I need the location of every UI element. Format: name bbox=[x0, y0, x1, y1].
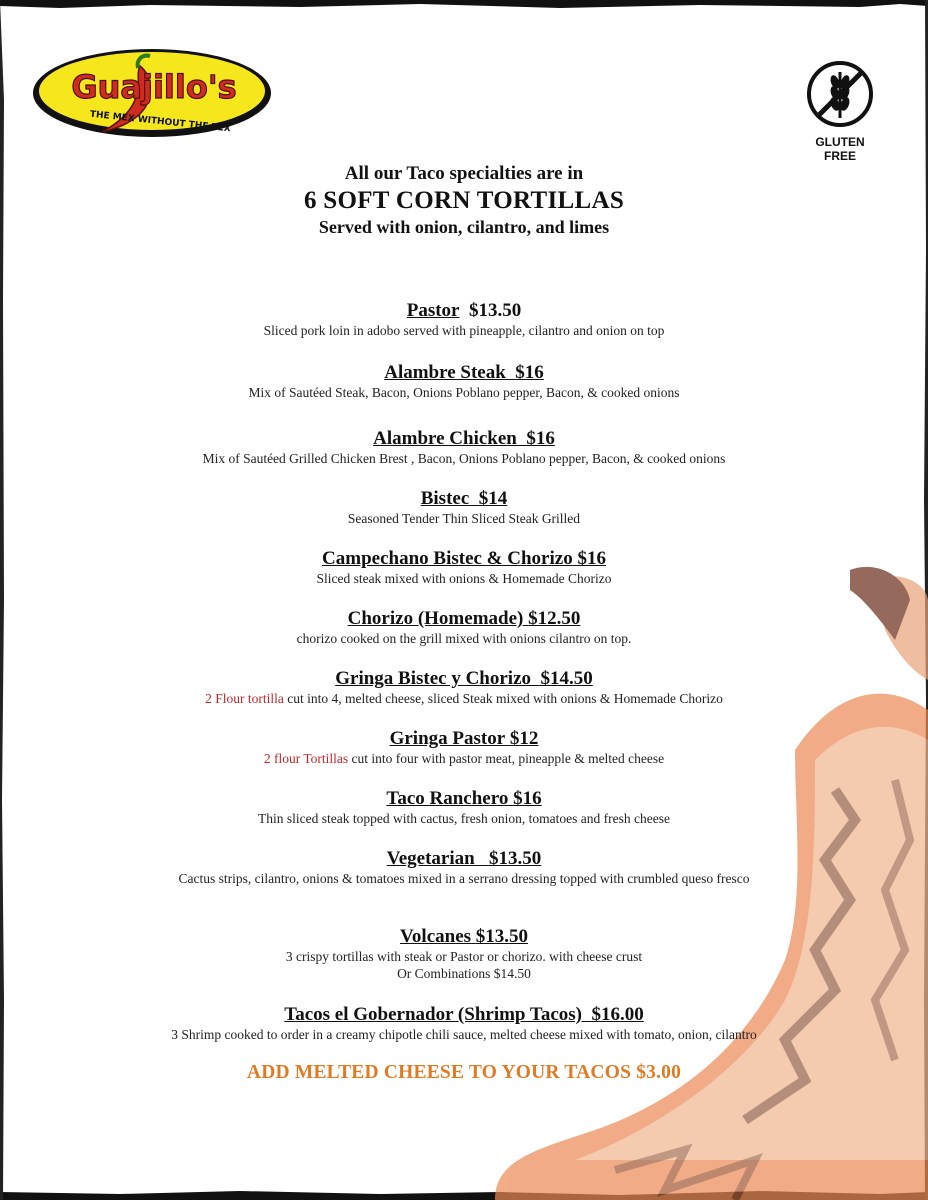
item-name: Alambre Steak $16 bbox=[384, 362, 544, 383]
item-price: $13.50 bbox=[469, 300, 522, 321]
no-wheat-icon bbox=[804, 58, 876, 130]
item-description-highlight: 2 Flour tortilla bbox=[205, 691, 284, 706]
menu-item bbox=[0, 728, 928, 767]
item-description: 2 Flour tortilla cut into 4, melted cheese, sliced Steak mixed with onions & Homemade Chorizo bbox=[205, 691, 723, 706]
item-description: 3 crispy tortillas with steak or Pastor or chorizo. with cheese crust bbox=[285, 949, 643, 964]
item-title bbox=[0, 926, 928, 948]
item-name: Tacos el Gobernador (Shrimp Tacos) $16.00 bbox=[284, 1004, 644, 1025]
menu-item bbox=[0, 548, 928, 587]
item-description: Mix of Sautéed Steak, Bacon, Onions Poblano pepper, Bacon, & cooked onions bbox=[248, 385, 680, 400]
menu-item bbox=[0, 608, 928, 647]
item-description: Thin sliced steak topped with cactus, fresh onion, tomatoes and fresh cheese bbox=[257, 811, 670, 826]
item-price: $12 bbox=[509, 728, 539, 749]
item-name: Gringa Pastor $12 bbox=[389, 728, 539, 749]
item-title bbox=[0, 668, 928, 690]
item-name: Volcanes $13.50 bbox=[399, 926, 529, 947]
item-price: $14.50 bbox=[540, 668, 593, 689]
item-price: $16.00 bbox=[591, 1004, 644, 1025]
item-name: Bistec $14 bbox=[420, 488, 508, 509]
item-name: Chorizo (Homemade) $12.50 bbox=[347, 608, 581, 629]
item-price: $12.50 bbox=[528, 608, 581, 629]
frame-top-edge bbox=[0, 0, 928, 14]
menu-header bbox=[0, 162, 928, 238]
add-cheese-note: ADD MELTED CHEESE TO YOUR TACOS $3.00 bbox=[246, 1062, 682, 1083]
item-name: Vegetarian $13.50 bbox=[386, 848, 542, 869]
header-intro: All our Taco specialties are in bbox=[344, 163, 584, 184]
menu-item bbox=[0, 300, 928, 339]
item-price: $16 bbox=[577, 548, 606, 569]
header-subtitle: Served with onion, cilantro, and limes bbox=[318, 217, 610, 237]
menu-item bbox=[0, 1004, 928, 1043]
menu-item bbox=[0, 488, 928, 527]
item-description: Cactus strips, cilantro, onions & tomatoes mixed in a serrano dressing topped with crumbled queso fresco bbox=[178, 871, 750, 886]
menu-item bbox=[0, 668, 928, 707]
item-price: $16 bbox=[515, 362, 544, 383]
item-description-highlight: 2 flour Tortillas bbox=[263, 751, 349, 766]
item-title bbox=[0, 300, 928, 322]
item-name: Alambre Chicken $16 bbox=[373, 428, 555, 449]
item-title bbox=[0, 362, 928, 384]
header-title: 6 SOFT CORN TORTILLAS bbox=[303, 187, 625, 214]
restaurant-logo bbox=[32, 46, 282, 146]
item-price: $16 bbox=[526, 428, 555, 449]
item-title bbox=[0, 788, 928, 810]
item-description: 2 flour Tortillas cut into four with pastor meat, pineapple & melted cheese bbox=[263, 751, 665, 766]
item-title bbox=[0, 1004, 928, 1026]
logo-tagline-text: THE MEX WITHOUT THE TEX bbox=[89, 109, 232, 135]
item-title bbox=[0, 608, 928, 630]
item-name: Gringa Bistec y Chorizo $14.50 bbox=[335, 668, 593, 689]
item-title bbox=[0, 488, 928, 510]
item-title bbox=[0, 428, 928, 450]
menu-item bbox=[0, 926, 928, 982]
gluten-free-badge bbox=[800, 58, 880, 162]
item-description: Sliced pork loin in adobo served with pineapple, cilantro and onion on top bbox=[263, 323, 665, 338]
menu-item bbox=[0, 848, 928, 887]
item-title bbox=[0, 548, 928, 570]
item-name: Campechano Bistec & Chorizo $16 bbox=[322, 548, 606, 569]
item-name: Taco Ranchero $16 bbox=[386, 788, 542, 809]
item-description-extra: Or Combinations $14.50 bbox=[397, 966, 531, 981]
item-price: $16 bbox=[513, 788, 542, 809]
item-price: $13.50 bbox=[475, 926, 529, 947]
item-price: $14 bbox=[478, 488, 508, 509]
logo-brand-text: Guajillo's bbox=[71, 68, 237, 106]
menu-item bbox=[0, 428, 928, 467]
gluten-label: GLUTEN bbox=[815, 135, 865, 149]
item-description: Mix of Sautéed Grilled Chicken Brest , Bacon, Onions Poblano pepper, Bacon, & cooked onions bbox=[202, 451, 726, 466]
item-description: chorizo cooked on the grill mixed with onions cilantro on top. bbox=[296, 631, 632, 646]
item-price: $13.50 bbox=[488, 848, 542, 869]
menu-item bbox=[0, 362, 928, 401]
item-name: Pastor bbox=[406, 300, 460, 321]
item-description: Seasoned Tender Thin Sliced Steak Grilled bbox=[347, 511, 581, 526]
free-label: FREE bbox=[823, 149, 856, 163]
menu-item bbox=[0, 788, 928, 827]
item-title bbox=[0, 728, 928, 750]
item-title bbox=[0, 848, 928, 870]
item-description: Sliced steak mixed with onions & Homemade Chorizo bbox=[316, 571, 612, 586]
item-description: 3 Shrimp cooked to order in a creamy chipotle chili sauce, melted cheese mixed with tomato, onion, cilantro bbox=[171, 1027, 757, 1042]
